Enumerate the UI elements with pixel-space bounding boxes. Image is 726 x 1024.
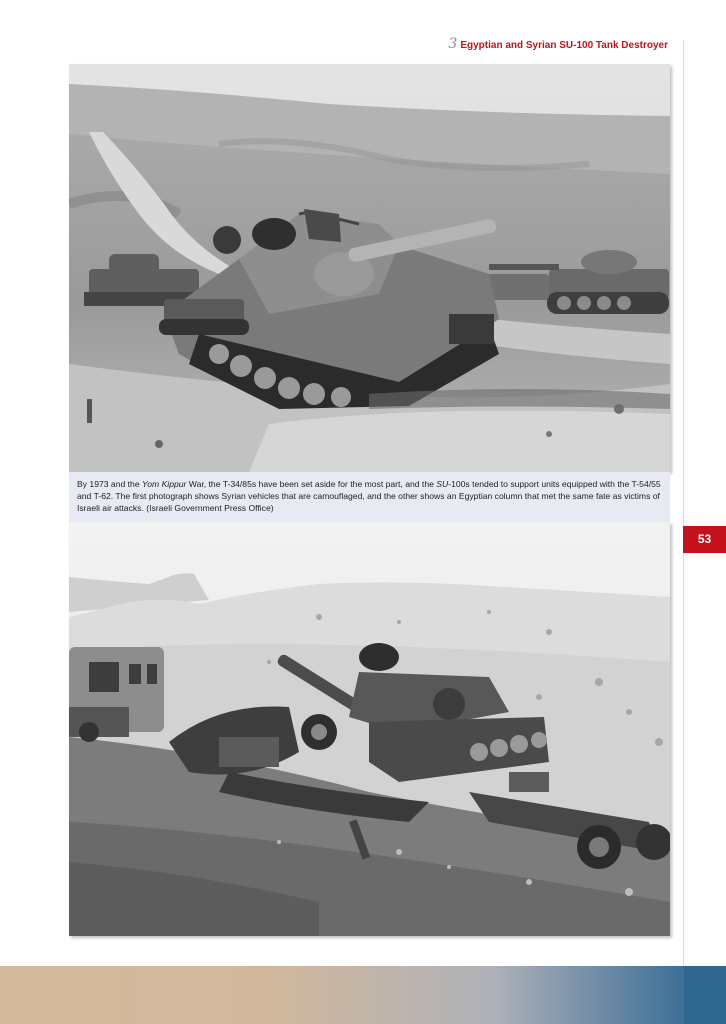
photo-syrian-vehicles — [69, 64, 670, 472]
photo-egyptian-column-image — [69, 522, 670, 936]
chapter-title: Egyptian and Syrian SU-100 Tank Destroyer — [460, 40, 668, 51]
footer-band-end — [684, 966, 726, 1024]
page-number-tab: 53 — [683, 526, 726, 553]
running-header — [448, 36, 668, 52]
margin-rule — [683, 40, 684, 970]
footer-band — [0, 966, 684, 1024]
chapter-number: 3 — [448, 36, 458, 52]
photo-egyptian-column — [69, 522, 670, 936]
caption-italic-su: SU — [436, 479, 449, 489]
caption-text-1: By 1973 and the — [77, 479, 142, 489]
caption-text-3: -100s tended to support units equipped with the T-54/55 and T-62. The first photograph shows Syrian vehicles that are camouflaged, and the other shows an Egyptian column that met the same fate as victims of Israeli air attacks. (Israeli Government Press Office) — [77, 479, 661, 513]
photo-syrian-vehicles-image — [69, 64, 670, 472]
caption-text-2: War, the T-34/85s have been set aside for the most part, and the — [186, 479, 437, 489]
photo-caption — [69, 472, 670, 522]
caption-italic-yom-kippur: Yom Kippur — [141, 479, 187, 489]
